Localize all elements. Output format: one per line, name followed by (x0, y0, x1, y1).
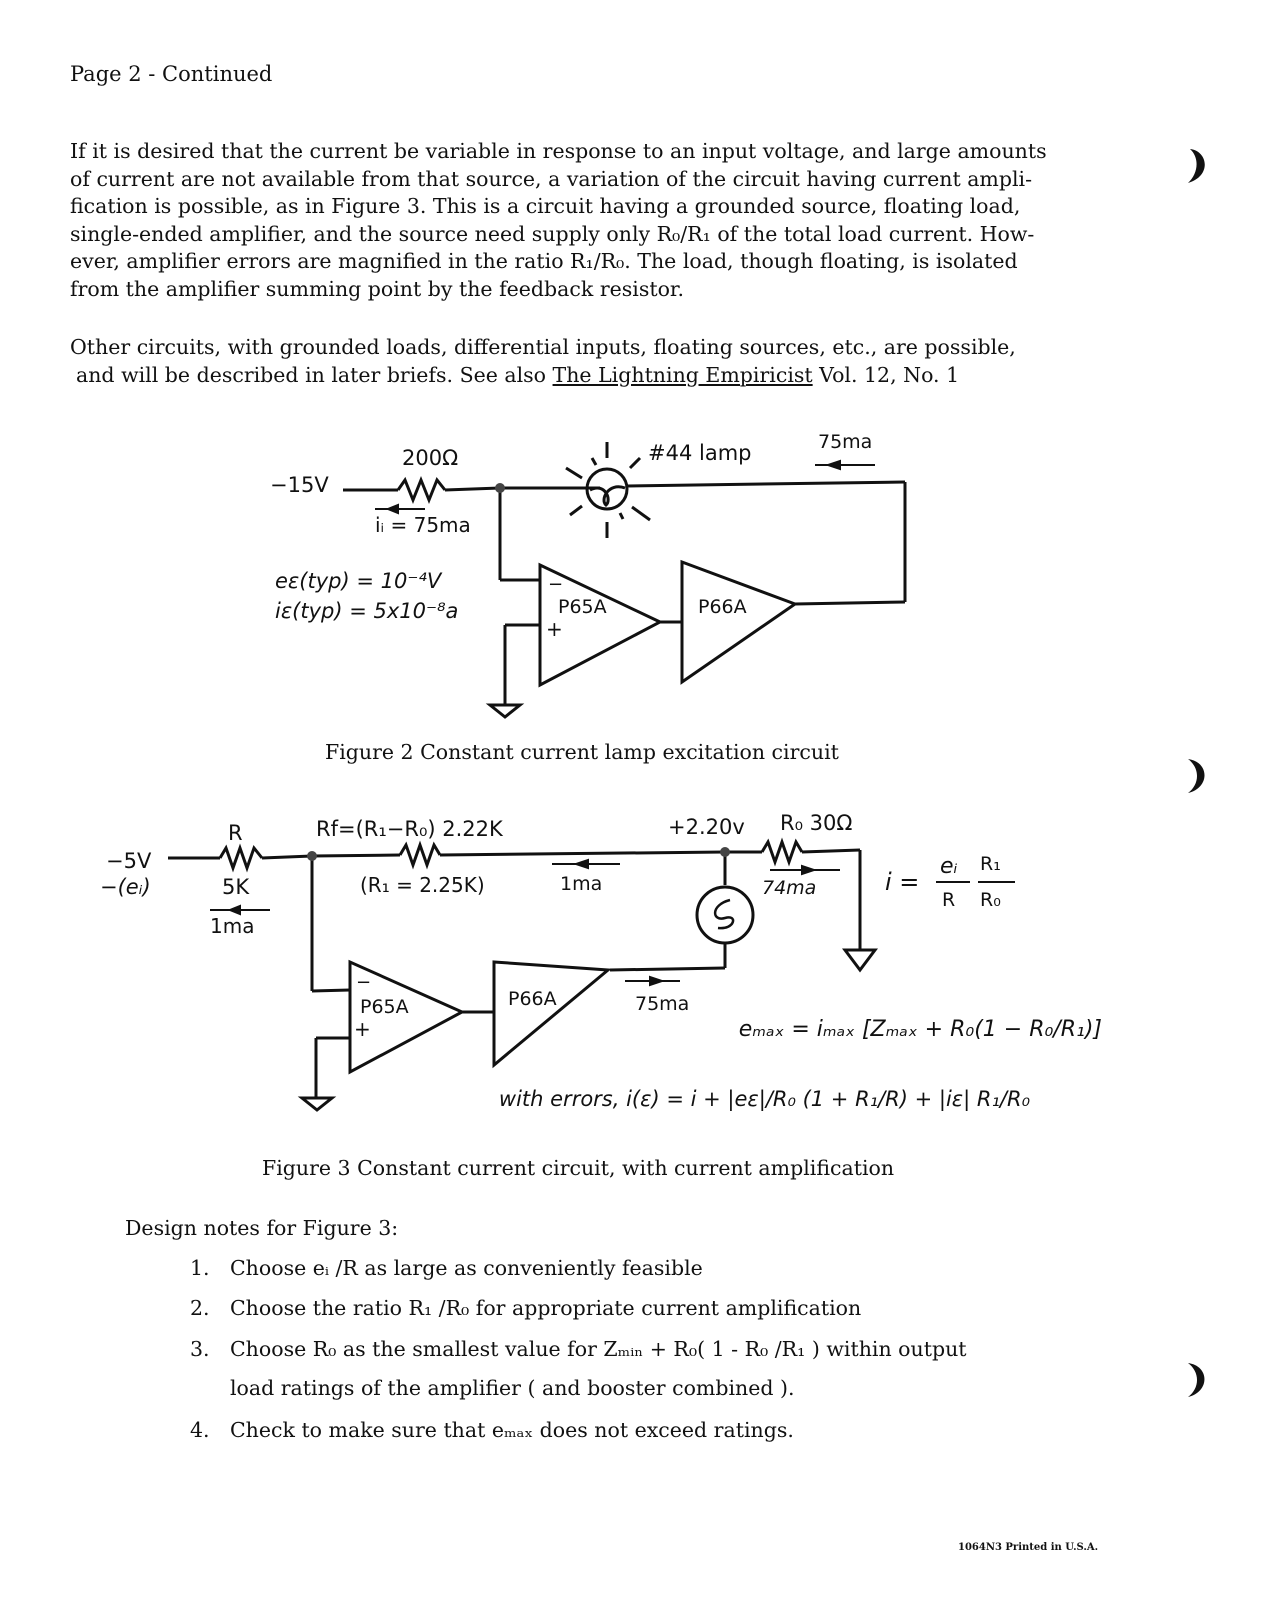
eq-emax: eₘₐₓ = iₘₐₓ [Zₘₐₓ + R₀(1 − R₀/R₁)] (738, 1017, 1102, 1042)
arrow-head (828, 461, 840, 469)
label-amp1: P65A (558, 596, 607, 618)
label-loop-current: 75ma (818, 431, 873, 453)
paragraph-line: from the amplifier summing point by the feedback resistor. (70, 276, 684, 301)
paragraph-text: Vol. 12, No. 1 (812, 362, 960, 387)
load-symbol (697, 887, 753, 943)
label-input-current: iᵢ = 75ma (375, 513, 471, 537)
wire (627, 482, 905, 486)
eq-i-den1: R (942, 889, 956, 911)
eq-i-num2: R₁ (980, 853, 1001, 875)
publication-reference: The Lightning Empiricist (552, 362, 813, 387)
wire (795, 602, 905, 604)
design-note-item (190, 1256, 703, 1280)
paragraph-line: Other circuits, with grounded loads, differential inputs, floating sources, etc., are possible, (70, 335, 1016, 359)
resistor-200-ohm (398, 480, 445, 500)
design-notes-title: Design notes for Figure 3: (125, 1216, 399, 1240)
resistor-r0 (762, 842, 802, 862)
figure2-circuit-diagram (250, 410, 930, 730)
lamp-ray (592, 458, 596, 465)
junction-node (307, 851, 317, 861)
label-amp2: P66A (698, 596, 747, 618)
label-r: R (228, 821, 243, 845)
lamp-ray (620, 513, 623, 519)
amp-plus-sign: + (354, 1017, 371, 1041)
arrow-head (576, 860, 588, 868)
amplifier-p66a (682, 562, 795, 682)
binder-hole-mark (1180, 756, 1210, 796)
wire (440, 852, 725, 855)
wire (262, 856, 312, 858)
eq-errors: with errors, i(ε) = i + |eε|/R₀ (1 + R₁/R) + |iε| R₁/R₀ (498, 1087, 1030, 1111)
design-note-item (190, 1296, 861, 1320)
paragraph-text: and will be described in later briefs. See also (76, 362, 553, 387)
lamp-ray (632, 507, 650, 520)
note-text: load ratings of the amplifier ( and booster combined ). (230, 1376, 795, 1400)
label-resistor: 200Ω (402, 446, 459, 470)
label-lamp: #44 lamp (648, 441, 752, 465)
figure2-caption: Figure 2 Constant current lamp excitation circuit (325, 740, 839, 764)
label-amp1: P65A (360, 996, 409, 1018)
label-rf: Rf=(R₁−R₀) 2.22K (316, 817, 503, 841)
label-r-current: 1ma (210, 914, 255, 938)
label-supply: −5V (106, 849, 152, 873)
amp-plus-sign: + (546, 617, 563, 641)
label-r0: R₀ 30Ω (780, 811, 853, 835)
wire (312, 990, 350, 991)
wire (802, 850, 860, 852)
lamp-ray (630, 458, 640, 468)
arrow-head (802, 866, 814, 874)
label-error-current: iε(typ) = 5x10⁻⁸a (275, 599, 459, 623)
arrow-head (230, 906, 240, 914)
lamp-filament (590, 487, 625, 505)
amp-minus-sign: − (356, 972, 372, 993)
design-note-item (190, 1418, 794, 1442)
figure3-circuit-diagram (90, 800, 1130, 1140)
resistor-rf (400, 845, 440, 865)
print-footer: 1064N3 Printed in U.S.A. (958, 1542, 1099, 1553)
note-number: 1. (190, 1256, 210, 1280)
note-text: Check to make sure that eₘₐₓ does not exceed ratings. (230, 1418, 794, 1442)
design-note-item (190, 1337, 967, 1361)
figure3-caption: Figure 3 Constant current circuit, with current amplification (262, 1156, 895, 1180)
label-error-voltage: eε(typ) = 10⁻⁴V (275, 569, 442, 593)
ground-symbol (490, 705, 520, 717)
label-r0-current: 74ma (762, 877, 817, 899)
binder-hole-mark (1180, 146, 1210, 186)
intro-paragraph (70, 138, 1150, 303)
label-out-current: 75ma (635, 993, 690, 1015)
paragraph-line: single-ended amplifier, and the source need supply only R₀/R₁ of the total load current. How- (70, 221, 1035, 246)
other-circuits-paragraph (70, 334, 1150, 389)
junction-node (720, 847, 730, 857)
eq-i-num1: eᵢ (940, 854, 958, 879)
note-number: 2. (190, 1296, 210, 1320)
load-epsilon-glyph (715, 900, 733, 928)
paragraph-line: If it is desired that the current be variable in response to an input voltage, and large amounts (70, 139, 1047, 163)
label-node-voltage: +2.20v (668, 815, 745, 839)
eq-i-den2: R₀ (980, 889, 1001, 911)
arrow-head (388, 505, 398, 513)
label-r1-value: (R₁ = 2.25K) (360, 873, 485, 897)
label-supply-sub: −(eᵢ) (100, 875, 151, 899)
paragraph-line: ever, amplifier errors are magnified in the ratio R₁/R₀. The load, though floating, is isolated (70, 249, 1018, 273)
arrow-head (650, 977, 662, 985)
note-text: Choose eᵢ /R as large as conveniently feasible (230, 1256, 703, 1280)
paragraph-line: fication is possible, as in Figure 3. This is a circuit having a grounded source, floating load, (70, 194, 1021, 218)
junction-node (495, 483, 505, 493)
label-r-value: 5K (222, 875, 250, 899)
ground-symbol (845, 950, 875, 970)
label-supply: −15V (270, 473, 329, 497)
wire (610, 968, 725, 970)
page-header: Page 2 - Continued (70, 62, 273, 86)
ground-symbol (302, 1098, 332, 1110)
label-amp2: P66A (508, 988, 557, 1010)
wire (445, 488, 500, 490)
lamp-ray (566, 468, 582, 478)
eq-i-lhs: i = (885, 868, 920, 896)
binder-hole-mark (1180, 1360, 1210, 1400)
design-note-continuation (230, 1376, 795, 1400)
amplifier-p66a (494, 962, 608, 1065)
wire (312, 855, 400, 856)
lamp-ray (570, 506, 582, 515)
label-rf-current: 1ma (560, 873, 603, 895)
paragraph-line (70, 362, 1150, 390)
note-number: 4. (190, 1418, 210, 1442)
paragraph-line: of current are not available from that source, a variation of the circuit having current ampli- (70, 166, 1033, 191)
amp-minus-sign: − (548, 574, 564, 595)
note-text: Choose the ratio R₁ /R₀ for appropriate current amplification (230, 1296, 862, 1320)
note-text: Choose R₀ as the smallest value for Zₘᵢₙ + R₀( 1 - R₀ /R₁ ) within output (230, 1337, 967, 1361)
resistor-r (220, 848, 262, 868)
note-number: 3. (190, 1337, 210, 1361)
